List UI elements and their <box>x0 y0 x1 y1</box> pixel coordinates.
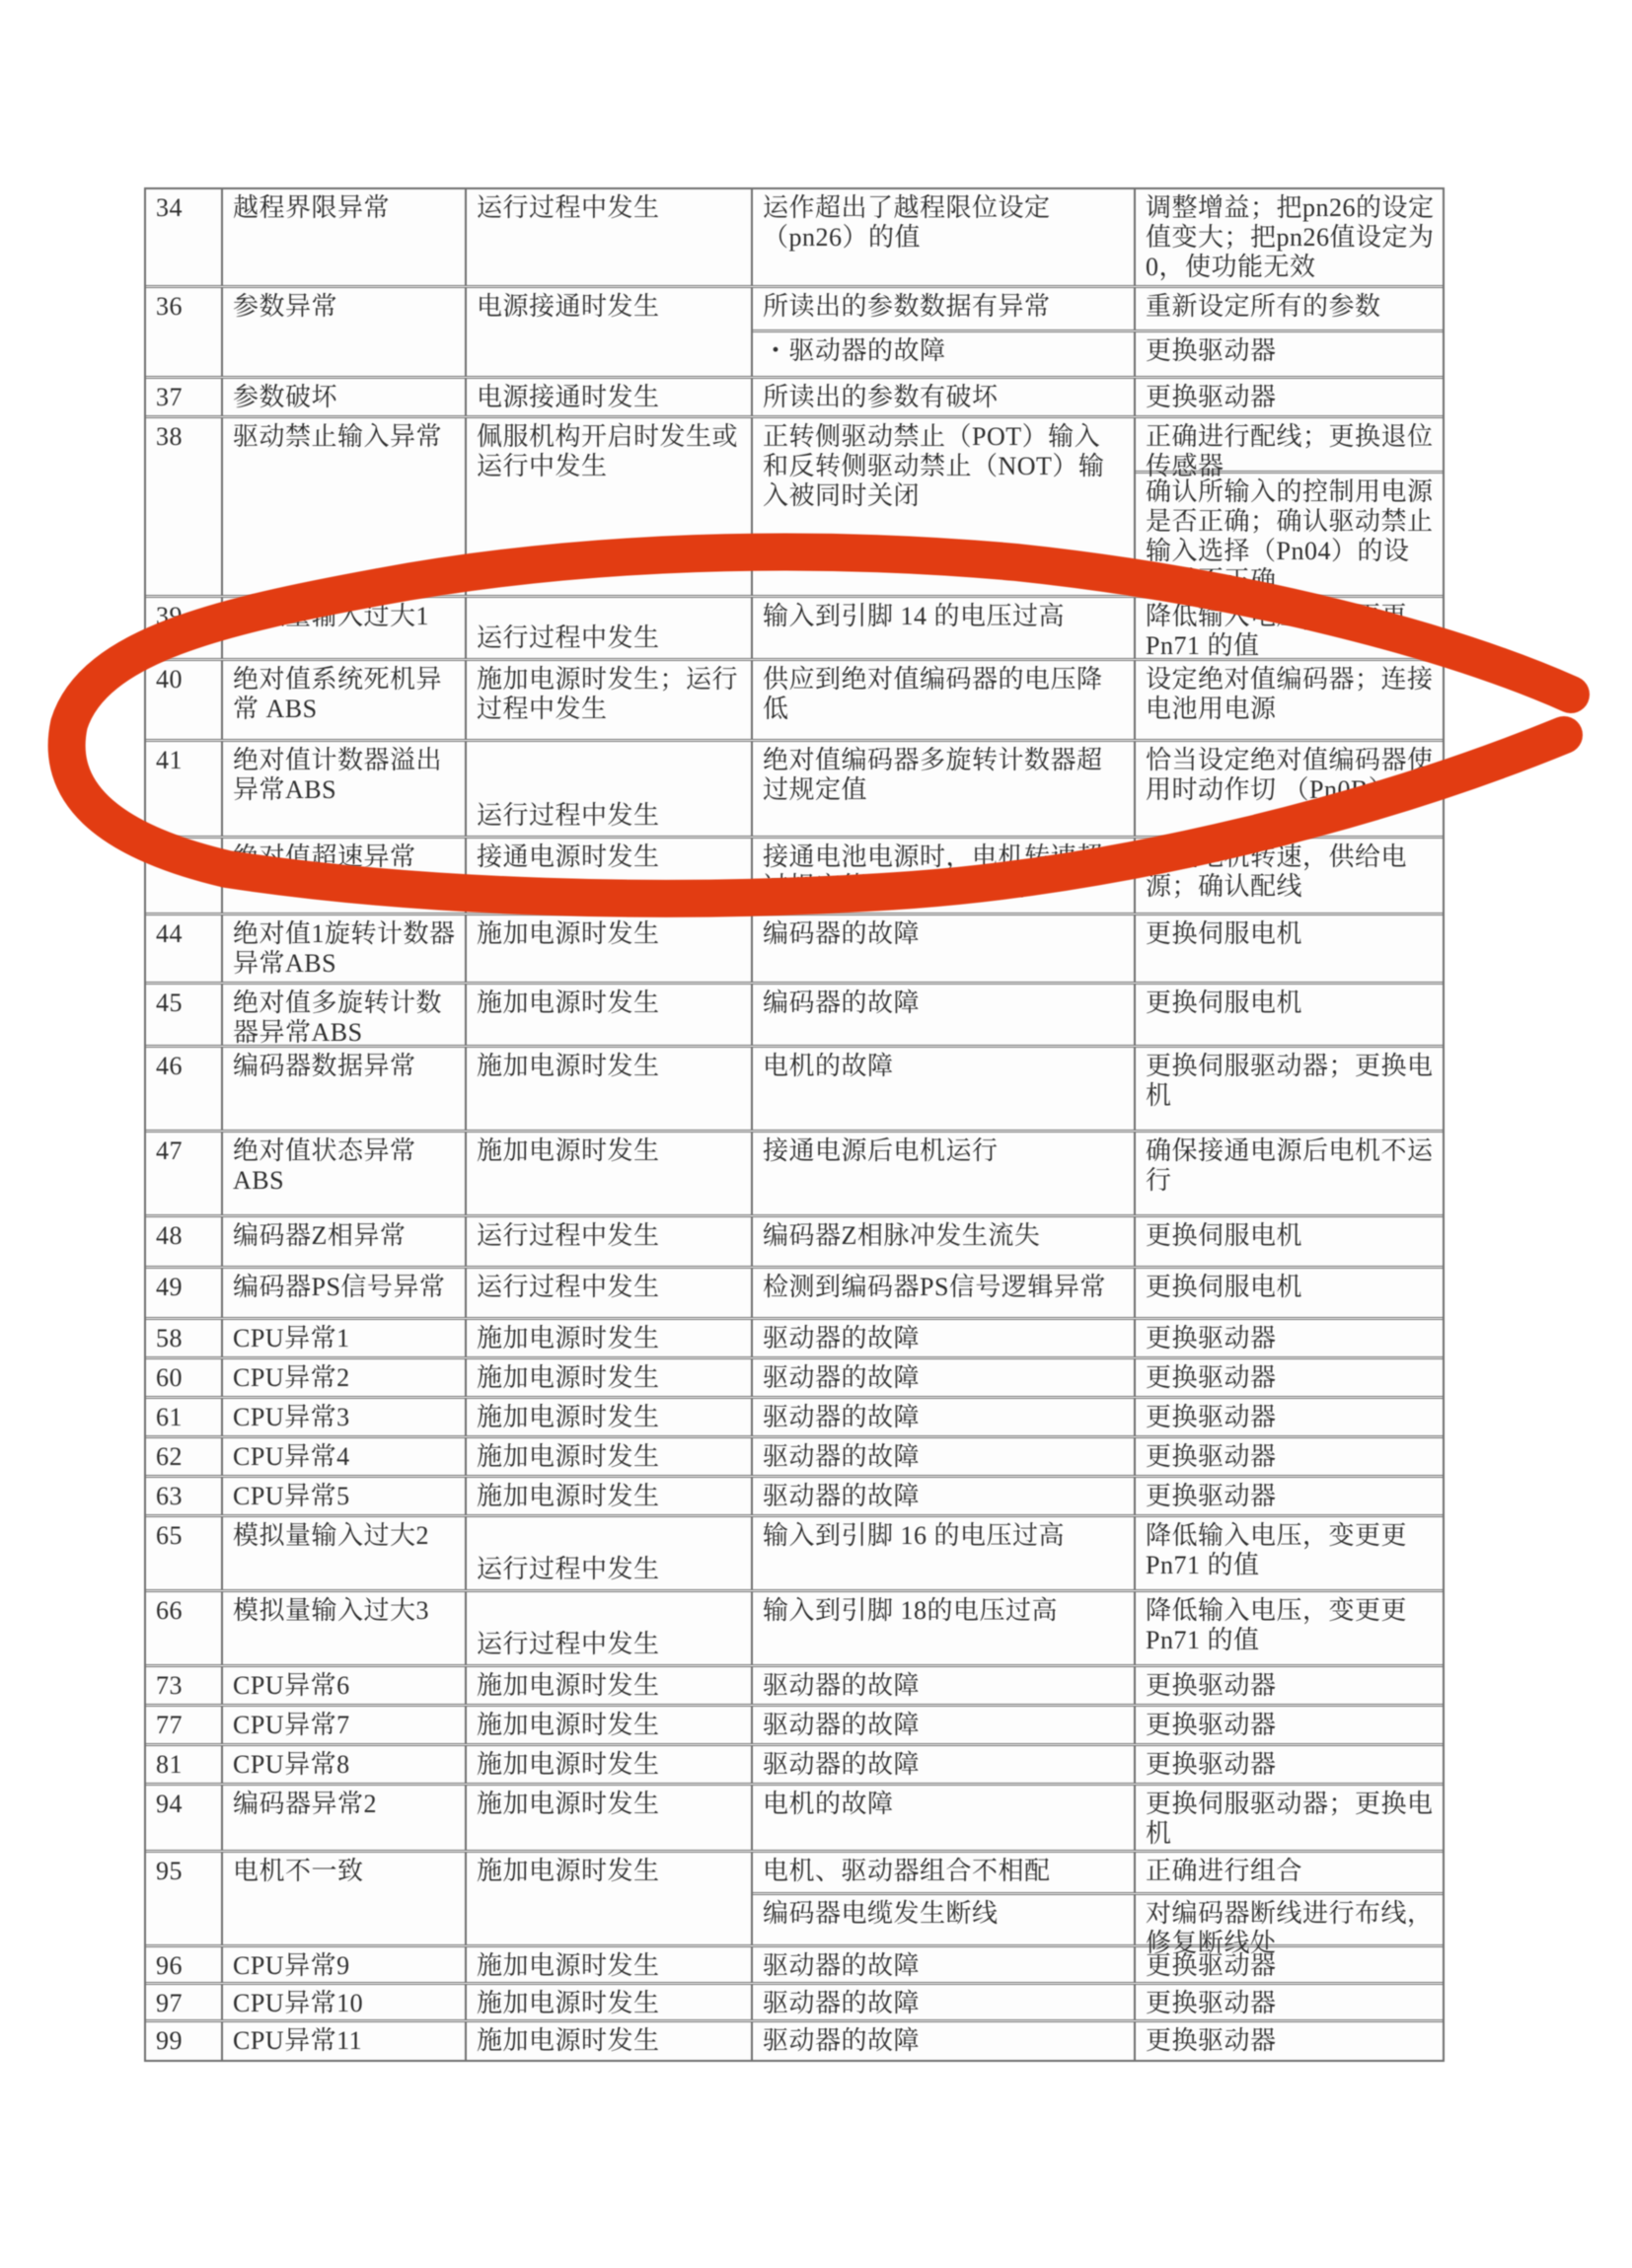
alarm-name: CPU异常9 <box>223 1947 467 1982</box>
alarm-cause-cell: 编码器Z相脉冲发生流失 <box>753 1217 1136 1266</box>
alarm-name: 绝对值多旋转计数器异常ABS <box>223 985 467 1045</box>
alarm-table <box>144 187 1445 2062</box>
alarm-remedy-cell: 更换驱动器 <box>1146 2026 1277 2055</box>
alarm-cause-cell: 绝对值编码器多旋转计数器超过规定值 <box>753 742 1136 836</box>
alarm-when-cell: 电源接通时发生 <box>467 379 753 415</box>
alarm-cause-cell: 驱动器的故障 <box>753 1438 1136 1475</box>
alarm-code: 97 <box>146 1985 223 2019</box>
alarm-code: 39 <box>146 598 223 658</box>
table-row-41 <box>146 742 1443 839</box>
alarm-when-cell: 运行过程中发生 <box>467 1592 753 1664</box>
table-row-48 <box>146 1217 1443 1269</box>
alarm-name: 电机不一致 <box>223 1853 467 1944</box>
table-row-34 <box>146 189 1443 288</box>
alarm-cause-cell: 驱动器的故障 <box>753 1399 1136 1435</box>
alarm-when-cell: 施加电源时发生 <box>467 985 753 1045</box>
alarm-name: 绝对值1旋转计数器异常ABS <box>223 915 467 982</box>
alarm-remedy-cell: 更换伺服电机 <box>1146 919 1303 948</box>
alarm-cause-cell: 运作超出了越程限位设定（pn26）的值 <box>753 189 1136 285</box>
table-row-60 <box>146 1359 1443 1399</box>
alarm-code: 65 <box>146 1517 223 1589</box>
alarm-remedy-cell: 对编码器断线进行布线，修复断线处 <box>1146 1898 1434 1957</box>
alarm-cause-cell: 编码器的故障 <box>753 915 1136 982</box>
alarm-when-cell: 施加电源时发生 <box>467 1746 753 1783</box>
alarm-cause-cell: 接通电池电源时，电机转速超过规定值；请正确配线 <box>753 839 1136 913</box>
sub-row <box>753 332 1443 376</box>
alarm-cause-cell: 驱动器的故障 <box>753 1478 1136 1514</box>
alarm-code: 95 <box>146 1853 223 1944</box>
alarm-remedy-cell: 降低输入电压，变更更 Pn71 的值 <box>1146 602 1408 660</box>
alarm-when-cell: 运行过程中发生 <box>467 189 753 285</box>
alarm-remedy-cell: 恰当设定绝对值编码器使用时动作切 （Pn0B） <box>1146 746 1434 804</box>
alarm-cause-cell: 驱动器的故障 <box>753 1746 1136 1783</box>
table-row-99 <box>146 2022 1443 2060</box>
sub-row <box>753 418 1443 595</box>
table-row-39 <box>146 598 1443 661</box>
alarm-when-cell: 施加电源时发生 <box>467 2022 753 2060</box>
table-row-46 <box>146 1048 1443 1133</box>
alarm-cause-cell: 接通电源后电机运行 <box>753 1133 1136 1214</box>
alarm-when-cell: 运行过程中发生 <box>467 598 753 658</box>
alarm-code: 40 <box>146 661 223 739</box>
alarm-when-cell: 施加电源时发生 <box>467 1786 753 1850</box>
alarm-cause-cell: ・驱动器的故障 <box>753 332 1136 376</box>
table-row-63 <box>146 1478 1443 1517</box>
alarm-when-cell: 运行过程中发生 <box>467 1217 753 1266</box>
alarm-remedy-cell: 降低输入电压，变更更 Pn71 的值 <box>1146 1521 1408 1579</box>
alarm-remedy-cell: 确认所输入的控制用电源是否正确；确认驱动禁止输入选择（Pn04）的设定是否正确 <box>1146 477 1434 595</box>
alarm-when-cell: 施加电源时发生 <box>467 1478 753 1514</box>
alarm-name: CPU异常11 <box>223 2022 467 2060</box>
table-row-49 <box>146 1269 1443 1320</box>
table-row-96 <box>146 1947 1443 1985</box>
alarm-code: 36 <box>146 288 223 376</box>
alarm-code: 47 <box>146 1133 223 1214</box>
alarm-when-cell: 施加电源时发生 <box>467 1133 753 1214</box>
alarm-name: 驱动禁止输入异常 <box>223 418 467 595</box>
alarm-cause-cell: 检测到编码器PS信号逻辑异常 <box>753 1269 1136 1317</box>
alarm-remedy-cell: 更换驱动器 <box>1146 1482 1277 1510</box>
table-row-77 <box>146 1707 1443 1746</box>
alarm-name: 编码器Z相异常 <box>223 1217 467 1266</box>
table-row-62 <box>146 1438 1443 1478</box>
alarm-name: CPU异常2 <box>223 1359 467 1396</box>
table-row-38 <box>146 418 1443 598</box>
table-row-81 <box>146 1746 1443 1786</box>
alarm-remedy-cell: 设定绝对值编码器；连接电池用电源 <box>1146 665 1434 723</box>
alarm-cause-cell: 输入到引脚 18的电压过高 <box>753 1592 1136 1664</box>
table-row-37 <box>146 379 1443 418</box>
alarm-name: 编码器数据异常 <box>223 1048 467 1130</box>
alarm-cause-cell: 驱动器的故障 <box>753 1985 1136 2019</box>
alarm-code: 81 <box>146 1746 223 1783</box>
alarm-cause-cell: 驱动器的故障 <box>753 2022 1136 2060</box>
alarm-code: 94 <box>146 1786 223 1850</box>
alarm-cause-cell: 驱动器的故障 <box>753 1707 1136 1743</box>
alarm-remedy-cell: 更换驱动器 <box>1146 1671 1277 1700</box>
alarm-cause-cell: 电机的故障 <box>753 1786 1136 1850</box>
alarm-remedy-cell: 重新设定所有的参数 <box>1146 292 1381 321</box>
alarm-remedy-cell: 更换驱动器 <box>1146 383 1277 411</box>
alarm-name: CPU异常1 <box>223 1320 467 1356</box>
alarm-name: 绝对值系统死机异常 ABS <box>223 661 467 739</box>
alarm-name: CPU异常4 <box>223 1438 467 1475</box>
alarm-cause-cell: 编码器的故障 <box>753 985 1136 1045</box>
alarm-name: CPU异常3 <box>223 1399 467 1435</box>
table-row-44 <box>146 915 1443 985</box>
table-row-66 <box>146 1592 1443 1667</box>
alarm-name: 参数异常 <box>223 288 467 376</box>
alarm-when-cell: 施加电源时发生 <box>467 915 753 982</box>
alarm-name: 模拟量输入过大2 <box>223 1517 467 1589</box>
alarm-when-cell: 接通电源时发生 <box>467 839 753 913</box>
alarm-remedy-cell: 更换驱动器 <box>1146 335 1277 365</box>
alarm-code: 77 <box>146 1707 223 1743</box>
alarm-name: 绝对值状态异常ABS <box>223 1133 467 1214</box>
alarm-when-cell: 运行过程中发生 <box>467 1517 753 1589</box>
table-row-94 <box>146 1786 1443 1853</box>
sub-row <box>753 1895 1443 1957</box>
alarm-code: 96 <box>146 1947 223 1982</box>
alarm-code: 58 <box>146 1320 223 1356</box>
alarm-remedy-cell: 更换伺服驱动器；更换电机 <box>1146 1790 1434 1848</box>
alarm-when-cell: 施加电源时发生 <box>467 1359 753 1396</box>
alarm-when-cell: 施加电源时发生 <box>467 1853 753 1944</box>
alarm-remedy-cell: 降低输入电压，变更更 Pn71 的值 <box>1146 1596 1408 1654</box>
alarm-when-cell: 运行过程中发生 <box>467 742 753 836</box>
alarm-cause-cell: 所读出的参数有破坏 <box>753 379 1136 415</box>
alarm-remedy-cell: 更换伺服电机 <box>1146 1273 1303 1301</box>
alarm-code: 41 <box>146 742 223 836</box>
alarm-cause-cell: 输入到引脚 16 的电压过高 <box>753 1517 1136 1589</box>
alarm-cause-cell: 驱动器的故障 <box>753 1667 1136 1704</box>
alarm-remedy-cell: 正确进行组合 <box>1146 1857 1303 1885</box>
alarm-name: 模拟量输入过大3 <box>223 1592 467 1664</box>
alarm-cause-cell: 输入到引脚 14 的电压过高 <box>753 598 1136 658</box>
alarm-cause-cell: 驱动器的故障 <box>753 1947 1136 1982</box>
alarm-name: 模拟量输入过大1 <box>223 598 467 658</box>
alarm-name: CPU异常7 <box>223 1707 467 1743</box>
alarm-code: 37 <box>146 379 223 415</box>
alarm-name: CPU异常10 <box>223 1985 467 2019</box>
alarm-when-cell: 施加电源时发生 <box>467 1947 753 1982</box>
alarm-name: CPU异常8 <box>223 1746 467 1783</box>
alarm-when-cell: 佩服机构开启时发生或运行中发生 <box>467 418 753 595</box>
table-row-61 <box>146 1399 1443 1438</box>
table-row-45 <box>146 985 1443 1048</box>
alarm-cause-cell: 驱动器的故障 <box>753 1320 1136 1356</box>
alarm-name: CPU异常6 <box>223 1667 467 1704</box>
alarm-when-cell: 施加电源时发生 <box>467 1320 753 1356</box>
table-row-95 <box>146 1853 1443 1957</box>
alarm-remedy-cell: 更换驱动器 <box>1146 1403 1277 1431</box>
alarm-code: 44 <box>146 915 223 982</box>
table-row-58 <box>146 1320 1443 1359</box>
alarm-code: 66 <box>146 1592 223 1664</box>
table-row-97 <box>146 1985 1443 2022</box>
alarm-when-cell: 电源接通时发生 <box>467 288 753 376</box>
table-row-65 <box>146 1517 1443 1592</box>
alarm-code: 34 <box>146 189 223 285</box>
alarm-code: 49 <box>146 1269 223 1317</box>
alarm-code: 62 <box>146 1438 223 1475</box>
alarm-name: 绝对值超速异常 <box>223 839 467 913</box>
alarm-remedy-cell: 更换驱动器 <box>1146 1711 1277 1739</box>
alarm-remedy-cell: 调整增益；把pn26的设定值变大；把pn26值设定为0，使功能无效 <box>1146 193 1435 281</box>
table-row-36 <box>146 288 1443 379</box>
alarm-code: 48 <box>146 1217 223 1266</box>
alarm-name: 绝对值计数器溢出异常ABS <box>223 742 467 836</box>
alarm-code: 45 <box>146 985 223 1045</box>
alarm-code: 38 <box>146 418 223 595</box>
alarm-remedy-cell: 确保接通电源后电机不运行 <box>1146 1136 1434 1195</box>
alarm-code: 99 <box>146 2022 223 2060</box>
alarm-remedy-cell: 正确进行配线；更换退位传感器 <box>1136 418 1443 474</box>
alarm-when-cell: 施加电源时发生 <box>467 1048 753 1130</box>
alarm-when-cell: 施加电源时发生 <box>467 1985 753 2019</box>
alarm-cause-cell: 供应到绝对值编码器的电压降低 <box>753 661 1136 739</box>
table-row-40 <box>146 661 1443 742</box>
alarm-remedy-cell: 更换伺服电机 <box>1146 1221 1303 1250</box>
alarm-when-cell: 施加电源时发生；运行过程中发生 <box>467 661 753 739</box>
alarm-remedy-cell: 更换驱动器 <box>1146 1951 1277 1980</box>
alarm-cause-cell: 电机的故障 <box>753 1048 1136 1130</box>
alarm-code: 42 <box>146 839 223 913</box>
alarm-name: CPU异常5 <box>223 1478 467 1514</box>
alarm-cause-cell: 正转侧驱动禁止（POT）输入和反转侧驱动禁止（NOT）输入被同时关闭 <box>753 418 1136 595</box>
alarm-when-cell: 运行过程中发生 <box>467 1269 753 1317</box>
alarm-when-cell: 施加电源时发生 <box>467 1399 753 1435</box>
alarm-cause-cell: 编码器电缆发生断线 <box>753 1895 1136 1944</box>
alarm-name: 编码器异常2 <box>223 1786 467 1850</box>
sub-row <box>753 1853 1443 1895</box>
alarm-remedy-cell: 更换驱动器 <box>1146 1750 1277 1779</box>
alarm-remedy-cell: 更换驱动器 <box>1146 1324 1277 1353</box>
alarm-name: 编码器PS信号异常 <box>223 1269 467 1317</box>
alarm-remedy-cell: 更换伺服电机 <box>1146 988 1303 1017</box>
alarm-code: 63 <box>146 1478 223 1514</box>
alarm-code: 60 <box>146 1359 223 1396</box>
alarm-code: 46 <box>146 1048 223 1130</box>
alarm-cause-cell: 电机、驱动器组合不相配 <box>753 1853 1136 1892</box>
alarm-remedy-cell: 更换驱动器 <box>1146 1442 1277 1471</box>
alarm-when-cell: 施加电源时发生 <box>467 1438 753 1475</box>
alarm-cause-cell: 驱动器的故障 <box>753 1359 1136 1396</box>
alarm-remedy-cell: 更换伺服驱动器；更换电机 <box>1146 1052 1434 1110</box>
alarm-when-cell: 施加电源时发生 <box>467 1707 753 1743</box>
table-row-47 <box>146 1133 1443 1217</box>
alarm-remedy-cell: 更换驱动器 <box>1146 1989 1277 2017</box>
alarm-name: 参数破坏 <box>223 379 467 415</box>
alarm-when-cell: 施加电源时发生 <box>467 1667 753 1704</box>
alarm-remedy-cell: 更换驱动器 <box>1146 1363 1277 1392</box>
table-row-73 <box>146 1667 1443 1707</box>
sub-row <box>753 288 1443 332</box>
alarm-remedy-cell: 降低电机转速，供给电源；确认配线 <box>1146 842 1408 901</box>
table-row-42 <box>146 839 1443 915</box>
alarm-cause-cell: 所读出的参数数据有异常 <box>753 288 1136 329</box>
alarm-code: 61 <box>146 1399 223 1435</box>
alarm-name: 越程界限异常 <box>223 189 467 285</box>
alarm-code: 73 <box>146 1667 223 1704</box>
